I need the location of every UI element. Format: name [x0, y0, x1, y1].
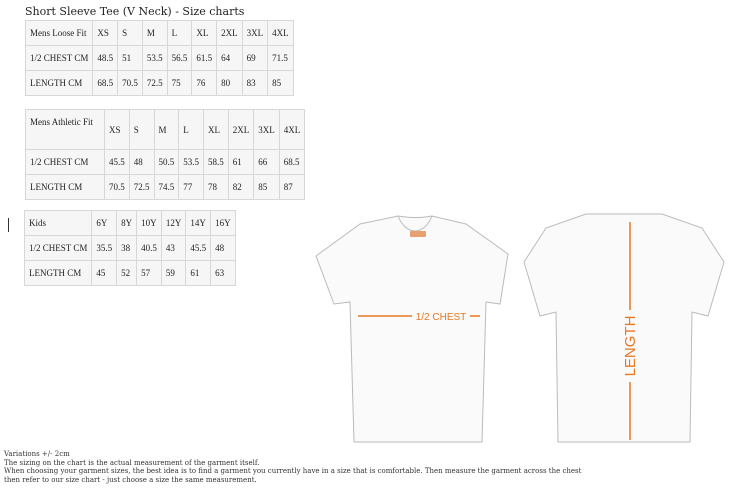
table-cell: 87: [279, 175, 305, 200]
table-cell: 71.5: [268, 46, 294, 71]
page-title: Short Sleeve Tee (V Neck) - Size charts: [25, 5, 245, 18]
table-header-cell: M: [142, 21, 167, 46]
table-cell: 45.5: [186, 236, 211, 261]
table-cell: 61: [228, 150, 254, 175]
table-cell: 45.5: [105, 150, 130, 175]
table-header-cell: Mens Loose Fit: [26, 21, 93, 46]
note-line: When choosing your garment sizes, the best idea is to find a garment you currently have in a size that is comfortable. Then measure the garment across the chest: [4, 467, 582, 476]
table-header-cell: XS: [93, 21, 118, 46]
table-row: [25, 211, 236, 236]
table-cell: 74.5: [154, 175, 179, 200]
table-cell: 53.5: [179, 150, 204, 175]
table-row: [25, 261, 236, 286]
table-header-cell: 6Y: [92, 211, 117, 236]
table-cell: 78: [204, 175, 229, 200]
table-cell: 77: [179, 175, 204, 200]
note-line: Variations +/- 2cm: [4, 450, 70, 458]
table-cell: 58.5: [204, 150, 229, 175]
tshirt-measurement-diagram: [310, 206, 730, 450]
table-row: [26, 110, 305, 150]
table-row: [26, 150, 305, 175]
table-header-cell: 16Y: [211, 211, 236, 236]
table-header-cell: XL: [204, 110, 229, 150]
table-cell: LENGTH CM: [26, 71, 93, 96]
table-header-cell: XS: [105, 110, 130, 150]
table-cell: 50.5: [154, 150, 179, 175]
table-cell: 85: [254, 175, 280, 200]
table-row: [26, 175, 305, 200]
table-header-cell: 3XL: [242, 21, 268, 46]
table-cell: 64: [217, 46, 243, 71]
tshirt-front-outline: [316, 216, 508, 442]
note-line: The sizing on the chart is the actual measurement of the garment itself.: [4, 458, 260, 467]
table-cell: 66: [254, 150, 280, 175]
table-header-cell: L: [167, 21, 192, 46]
mens-loose-fit-table: [25, 20, 294, 96]
table-cell: LENGTH CM: [26, 175, 105, 200]
table-cell: 61: [186, 261, 211, 286]
note-line: then refer to our size chart - just choose a size the same measurement.: [4, 475, 257, 484]
table-header-cell: 12Y: [161, 211, 186, 236]
table-header-cell: S: [129, 110, 154, 150]
chest-measure-label: 1/2 CHEST: [415, 312, 467, 323]
table-cell: 1/2 CHEST CM: [26, 150, 105, 175]
table-header-cell: 2XL: [228, 110, 254, 150]
table-cell: 83: [242, 71, 268, 96]
table-cell: 48: [129, 150, 154, 175]
table-cell: 63: [211, 261, 236, 286]
table-cell: 1/2 CHEST CM: [26, 46, 93, 71]
table-header-cell: 2XL: [217, 21, 243, 46]
table-cell: 72.5: [129, 175, 154, 200]
table-cell: 56.5: [167, 46, 192, 71]
table-cell: 1/2 CHEST CM: [25, 236, 92, 261]
table-header-cell: Kids: [25, 211, 92, 236]
length-measure-label: LENGTH: [622, 315, 639, 377]
table-header-cell: 3XL: [254, 110, 280, 150]
table-row: [26, 21, 294, 46]
table-row: [25, 236, 236, 261]
table-cell: 51: [118, 46, 143, 71]
sizing-notes: [4, 450, 724, 484]
table-cell: 48.5: [93, 46, 118, 71]
table-header-cell: 14Y: [186, 211, 211, 236]
table-cell: 75: [167, 71, 192, 96]
table-cell: 35.5: [92, 236, 117, 261]
table-cell: 70.5: [105, 175, 130, 200]
table-header-cell: 4XL: [279, 110, 305, 150]
text-cursor: [8, 218, 9, 232]
brand-logo-icon: [410, 231, 426, 237]
table-cell: 52: [117, 261, 137, 286]
table-cell: 72.5: [142, 71, 167, 96]
table-cell: 76: [192, 71, 217, 96]
table-header-cell: S: [118, 21, 143, 46]
table-cell: 57: [137, 261, 162, 286]
table-cell: 82: [228, 175, 254, 200]
table-row: [26, 46, 294, 71]
table-header-cell: 8Y: [117, 211, 137, 236]
table-cell: 68.5: [279, 150, 305, 175]
table-cell: LENGTH CM: [25, 261, 92, 286]
table-cell: 40.5: [137, 236, 162, 261]
table-header-cell: L: [179, 110, 204, 150]
table-cell: 53.5: [142, 46, 167, 71]
table-cell: 70.5: [118, 71, 143, 96]
table-header-cell: 4XL: [268, 21, 294, 46]
mens-athletic-fit-table: [25, 109, 305, 200]
table-cell: 61.5: [192, 46, 217, 71]
table-cell: 85: [268, 71, 294, 96]
table-cell: 80: [217, 71, 243, 96]
table-cell: 48: [211, 236, 236, 261]
table-cell: 43: [161, 236, 186, 261]
table-header-cell: M: [154, 110, 179, 150]
kids-size-table: [24, 210, 236, 286]
table-cell: 68.5: [93, 71, 118, 96]
table-cell: 59: [161, 261, 186, 286]
table-header-cell: Mens Athletic Fit: [26, 110, 105, 150]
table-cell: 38: [117, 236, 137, 261]
table-header-cell: 10Y: [137, 211, 162, 236]
table-header-cell: XL: [192, 21, 217, 46]
table-row: [26, 71, 294, 96]
table-cell: 45: [92, 261, 117, 286]
table-cell: 69: [242, 46, 268, 71]
